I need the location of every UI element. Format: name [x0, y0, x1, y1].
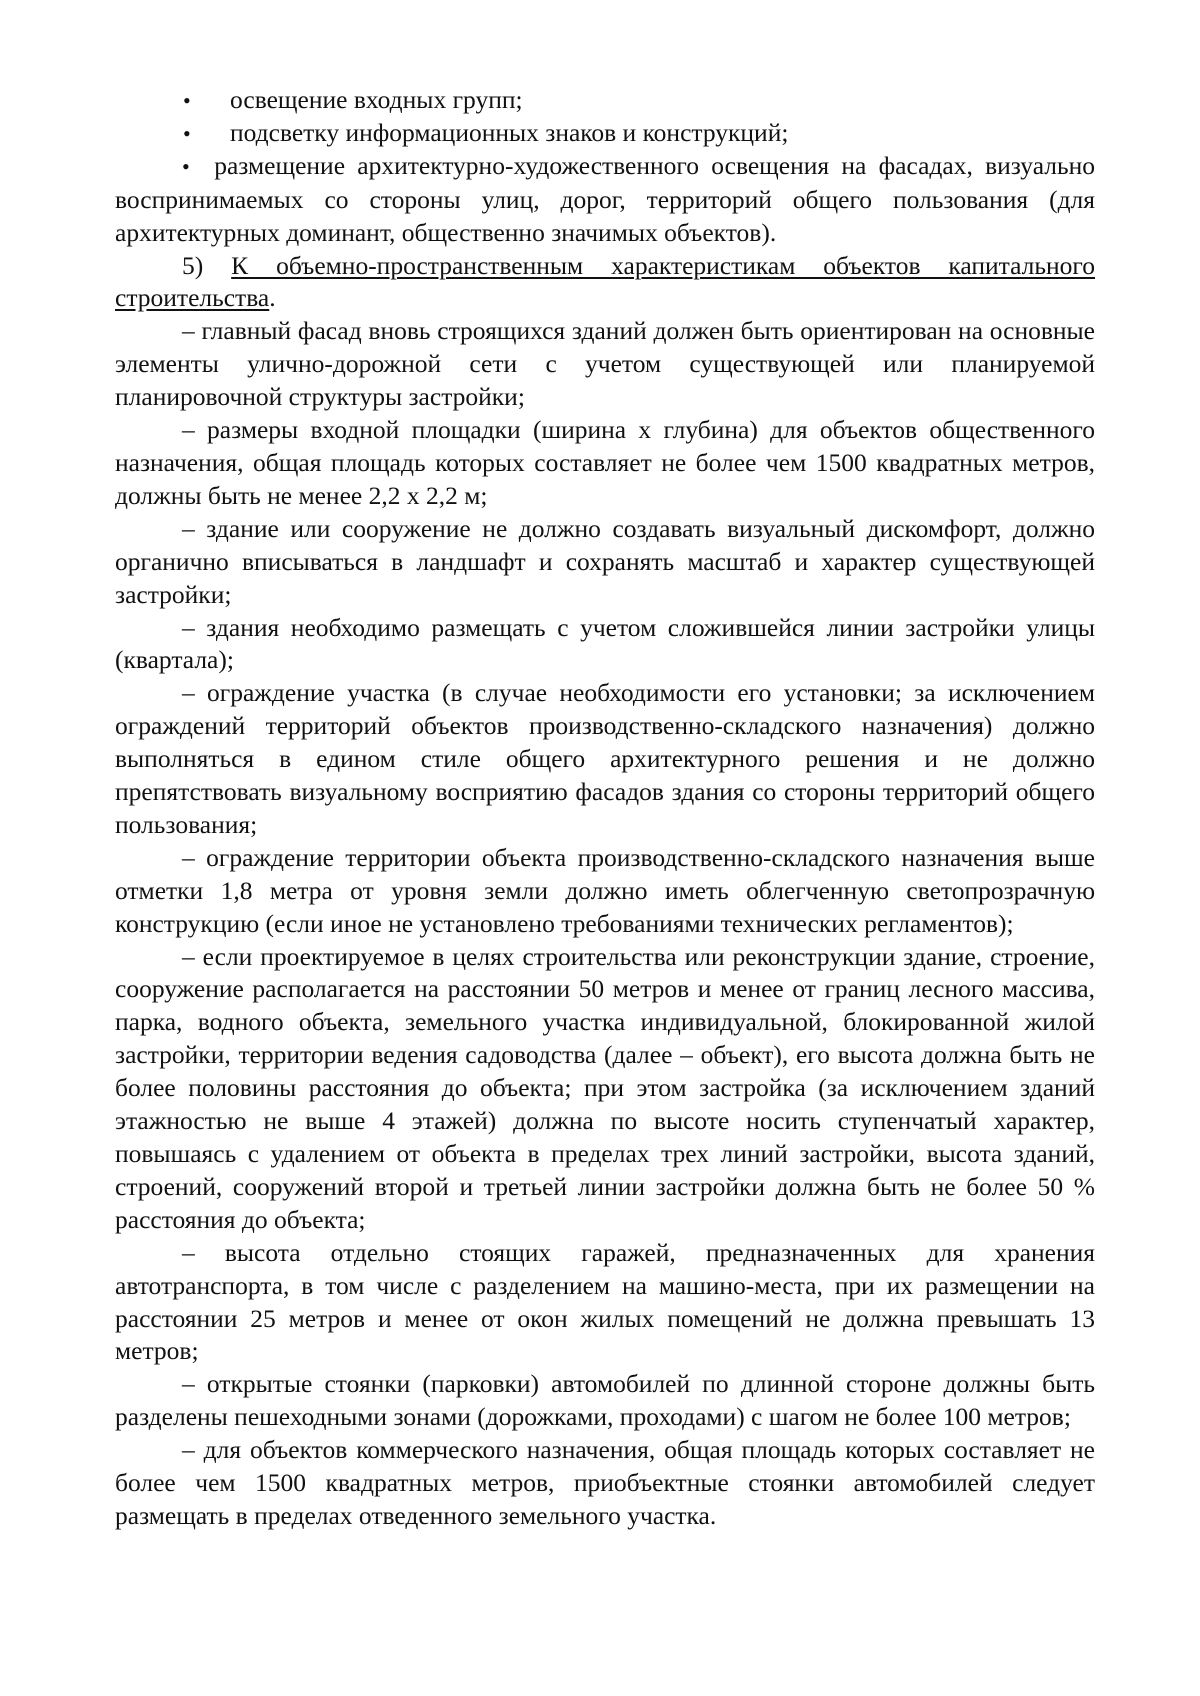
paragraph: – ограждение участка (в случае необходимости его установки; за исключением ограждений территорий объектов производственно-складского назначения) должно выполняться в едином стиле общего архитектурного решения и не должно препятствовать визуальному восприятию фасадов здания со стороны территорий общего пользования;: [115, 678, 1095, 839]
list-item: [115, 150, 1095, 250]
section-title: К объемно-пространственным характеристикам объектов капитального строительства: [115, 250, 1096, 313]
list-item-text: размещение архитектурно-художественного освещения на фасадах, визуально воспринимаемых со стороны улиц, дорог, территорий общего пользования (для архитектурных доминант, общественно значимых объектов).: [115, 150, 1096, 247]
section-heading: [115, 250, 1095, 316]
paragraph: – если проектируемое в целях строительства или реконструкции здание, строение, сооружение располагается на расстоянии 50 метров и менее от границ лесного массива, парка, водного объекта, земельного участка индивидуальной, блокированной жилой застройки, территории ведения садоводства (далее – объект), его высота должна быть не более половины расстояния до объекта; при этом застройка (за исключением зданий этажностью не выше 4 этажей) должна по высоте носить ступенчатый характер, повышаясь с удалением от объекта в пределах трех линий застройки, высота зданий, строений, сооружений второй и третьей линии застройки должна быть не более 50 % расстояния до объекта;: [115, 941, 1095, 1234]
paragraph: – для объектов коммерческого назначения, общая площадь которых составляет не более чем 1500 квадратных метров, приобъектные стоянки автомобилей следует размещать в пределах отведенного земельного участка.: [115, 1435, 1095, 1530]
bullet-icon: •: [182, 153, 190, 179]
paragraph: – высота отдельно стоящих гаражей, предназначенных для хранения автотранспорта, в том числе с разделением на машино-места, при их размещении на расстоянии 25 метров и менее от окон жилых помещений не должна превышать 13 метров;: [115, 1237, 1095, 1366]
bullet-icon: •: [183, 88, 191, 113]
paragraph: – здания необходимо размещать с учетом сложившейся линии застройки улицы (квартала);: [115, 612, 1095, 675]
paragraph: – размеры входной площадки (ширина х глубина) для объектов общественного назначения, общая площадь которых составляет не более чем 1500 квадратных метров, должны быть не менее 2,2 х 2,2 м;: [115, 415, 1095, 510]
paragraph: – главный фасад вновь строящихся зданий должен быть ориентирован на основные элементы улично-дорожной сети с учетом существующей или планируемой планировочной структуры застройки;: [115, 316, 1095, 412]
paragraph: – открытые стоянки (парковки) автомобилей по длинной стороне должны быть разделены пешеходными зонами (дорожками, проходами) с шагом не более 100 метров;: [115, 1369, 1095, 1432]
list-item-text: освещение входных групп;: [230, 85, 523, 114]
paragraph: – здание или сооружение не должно создавать визуальный дискомфорт, должно органично вписываться в ландшафт и сохранять масштаб и характер существующей застройки;: [115, 513, 1095, 609]
bullet-icon: •: [183, 120, 191, 146]
list-item-text: подсветку информационных знаков и конструкций;: [230, 117, 789, 147]
list-item: [115, 117, 1095, 150]
section-trailing: .: [269, 283, 276, 313]
list-item: [115, 84, 1095, 117]
document-page: [115, 84, 1095, 1533]
section-number: 5): [182, 250, 204, 280]
paragraph: – ограждение территории объекта производственно-складского назначения выше отметки 1,8 метра от уровня земли должно иметь облегченную светопрозрачную конструкцию (если иное не установлено требованиями технических регламентов);: [115, 842, 1095, 938]
